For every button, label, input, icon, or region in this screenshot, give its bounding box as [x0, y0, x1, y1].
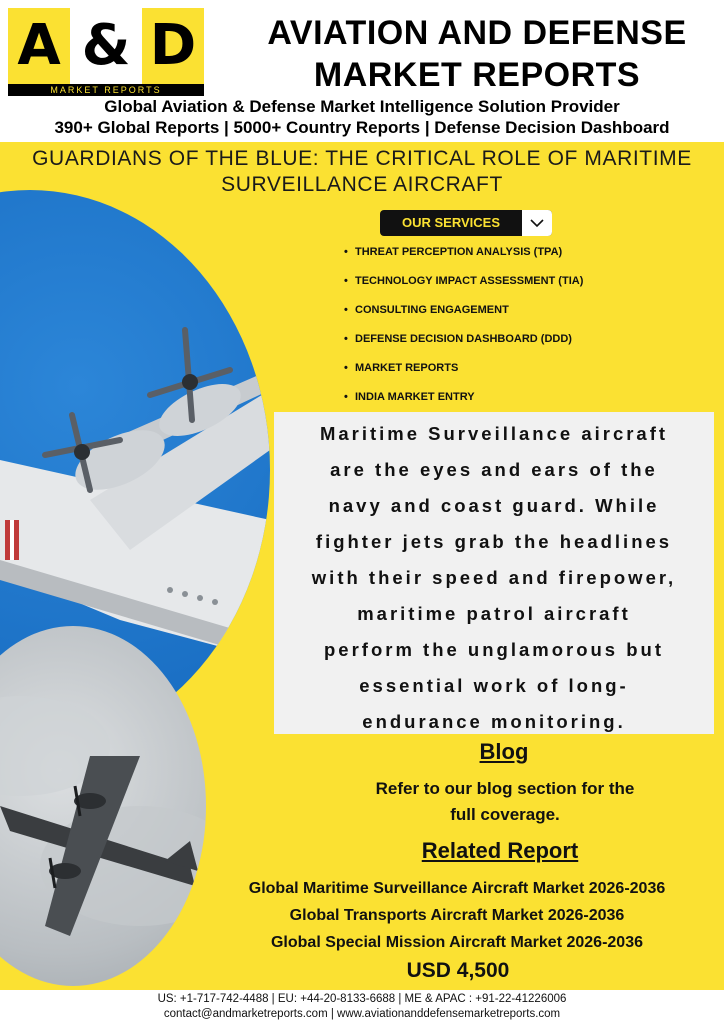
brand-title — [242, 12, 712, 96]
footer-contact[interactable]: contact@andmarketreports.com | www.aviationanddefensemarketreports.com — [163, 1008, 561, 1020]
header — [0, 0, 724, 142]
service-item[interactable] — [344, 302, 714, 331]
service-item-label: DEFENSE DECISION DASHBOARD (DDD) — [355, 333, 572, 345]
our-services-label: OUR SERVICES — [402, 215, 501, 230]
quote-line: endurance monitoring. — [362, 711, 626, 732]
quote-line: with their speed and firepower, — [311, 567, 677, 588]
quote-line: navy and coast guard. While — [328, 495, 660, 516]
tagline — [0, 96, 724, 138]
service-item-label: INDIA MARKET ENTRY — [355, 391, 475, 403]
bullet-icon: • — [344, 333, 348, 345]
quote-line: maritime patrol aircraft — [357, 603, 631, 624]
quote-line: are the eyes and ears of the — [330, 459, 658, 480]
bullet-icon: • — [344, 362, 348, 374]
blog-text-line2: full coverage. — [450, 805, 560, 824]
service-item[interactable] — [344, 331, 714, 360]
our-services-dropdown[interactable] — [380, 210, 552, 236]
bullet-icon: • — [344, 246, 348, 258]
quote-line: fighter jets grab the headlines — [315, 531, 673, 552]
service-item-label: TECHNOLOGY IMPACT ASSESSMENT (TIA) — [355, 275, 584, 287]
quote-line: perform the unglamorous but — [324, 639, 664, 660]
poster-body — [0, 142, 724, 990]
service-item-label: MARKET REPORTS — [355, 362, 459, 374]
related-report-list — [190, 875, 724, 956]
intro-quote — [274, 412, 714, 734]
footer — [0, 990, 724, 1024]
logo-letter-d: D — [142, 8, 204, 84]
report-price: USD 4,500 — [406, 959, 510, 982]
service-item[interactable] — [344, 273, 714, 302]
chevron-down-icon[interactable] — [522, 210, 552, 236]
related-report-item[interactable]: Global Special Mission Aircraft Market 2026-2036 — [270, 934, 643, 951]
services-list — [344, 244, 714, 418]
brand-title-line1: AVIATION AND DEFENSE — [267, 14, 687, 52]
bullet-icon: • — [344, 391, 348, 403]
footer-phones: US: +1-717-742-4488 | EU: +44-20-8133-6688 | ME & APAC : +91-22-41226006 — [157, 993, 567, 1005]
logo-letter-a: A — [8, 8, 70, 84]
quote-line: Maritime Surveillance aircraft — [319, 423, 669, 444]
logo-subtitle: MARKET REPORTS — [8, 84, 204, 96]
blog-text-line1: Refer to our blog section for the — [375, 779, 635, 798]
service-item-label: THREAT PERCEPTION ANALYSIS (TPA) — [355, 246, 563, 258]
bullet-icon: • — [344, 275, 348, 287]
brand-logo[interactable] — [8, 8, 204, 94]
tagline-line2: 390+ Global Reports | 5000+ Country Reports | Defense Decision Dashboard — [54, 118, 670, 137]
tagline-line1: Global Aviation & Defense Market Intelligence Solution Provider — [104, 97, 620, 116]
brand-title-line2: MARKET REPORTS — [313, 56, 641, 94]
service-item[interactable] — [344, 244, 714, 273]
headline-line2: SURVEILLANCE AIRCRAFT — [221, 173, 503, 196]
blog-description — [340, 776, 670, 828]
logo-ampersand: & — [76, 8, 136, 84]
quote-line: essential work of long- — [359, 675, 629, 696]
related-report-item[interactable]: Global Maritime Surveillance Aircraft Market 2026-2036 — [248, 880, 666, 897]
related-report-item[interactable]: Global Transports Aircraft Market 2026-2036 — [289, 907, 625, 924]
bullet-icon: • — [344, 304, 348, 316]
service-item[interactable] — [344, 360, 714, 389]
related-report-title[interactable]: Related Report — [421, 838, 579, 863]
blog-link[interactable]: Blog — [479, 739, 529, 764]
service-item-label: CONSULTING ENGAGEMENT — [355, 304, 509, 316]
headline-line1: GUARDIANS OF THE BLUE: THE CRITICAL ROLE OF MARITIME — [32, 147, 692, 170]
headline — [0, 146, 724, 198]
